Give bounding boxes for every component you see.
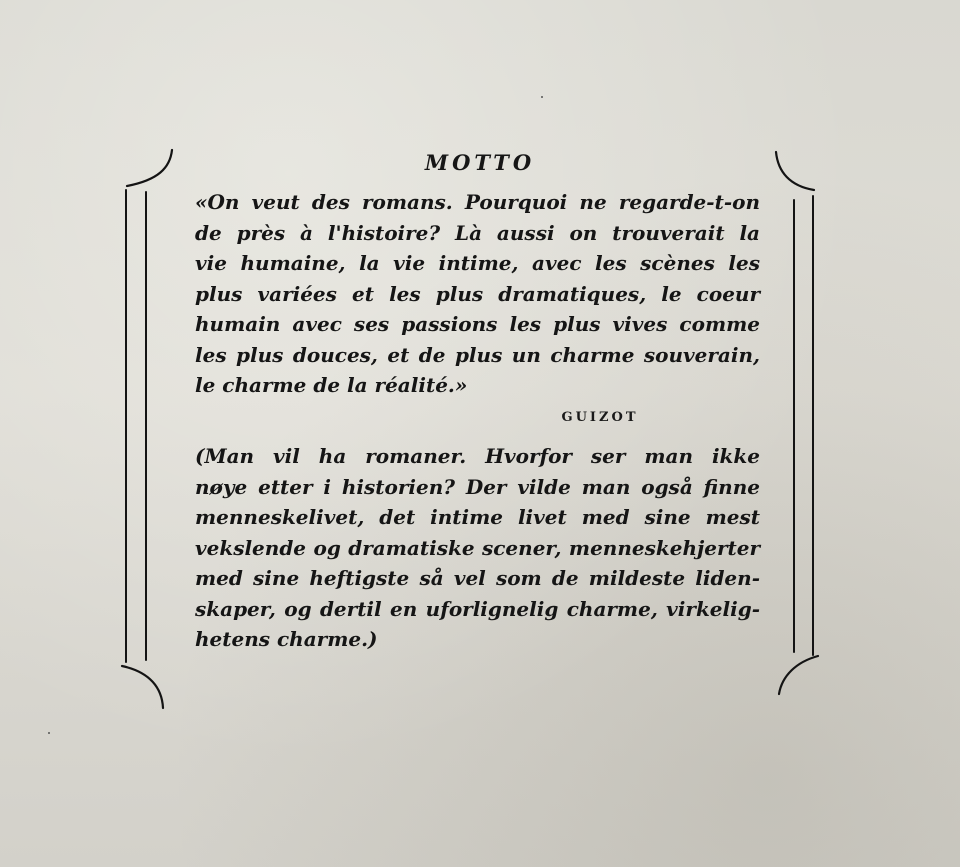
frame-top-left-curl (127, 150, 172, 186)
frame-top-right-curl (776, 152, 814, 190)
french-quote-line: vie humaine, la vie intime, avec les scènes les (195, 251, 760, 275)
french-quote-line: plus variées et les plus dramatiques, le coeur (195, 281, 760, 306)
motto-heading: MOTTO (424, 150, 536, 175)
norwegian-translation-line: vekslende og dramatiske scener, menneskehjerter (195, 535, 760, 560)
norwegian-translation-line: (Man vil ha romaner. Hvorfor ser man ikke (195, 444, 760, 468)
norwegian-translation (195, 441, 760, 655)
paper-speck (541, 96, 543, 98)
frame-bottom-right-curl (779, 656, 818, 694)
norwegian-translation-line: med sine heftigste så vel som de mildeste liden- (195, 566, 760, 590)
french-quote-line: les plus douces, et de plus un charme souverain, (195, 342, 760, 367)
french-quote-line: de près à l'histoire? Là aussi on trouverait la (195, 220, 760, 245)
french-quote-line: «On veut des romans. Pourquoi ne regarde-t-on (195, 190, 760, 214)
frame-bottom-left-curl (122, 666, 163, 708)
paper-speck (48, 732, 50, 734)
french-quote-line: humain avec ses passions les plus vives comme (195, 312, 760, 336)
quote-attribution: GUIZOT (561, 410, 639, 425)
norwegian-translation-line: menneskelivet, det intime livet med sine mest (195, 505, 760, 529)
norwegian-translation-line: skaper, og dertil en uforlignelig charme, virkelig- (195, 596, 760, 621)
french-quote (195, 187, 760, 401)
french-quote-line: le charme de la réalité.» (195, 373, 468, 397)
norwegian-translation-line: hetens charme.) (195, 627, 378, 651)
norwegian-translation-line: nøye etter i historien? Der vilde man også finne (195, 474, 760, 499)
